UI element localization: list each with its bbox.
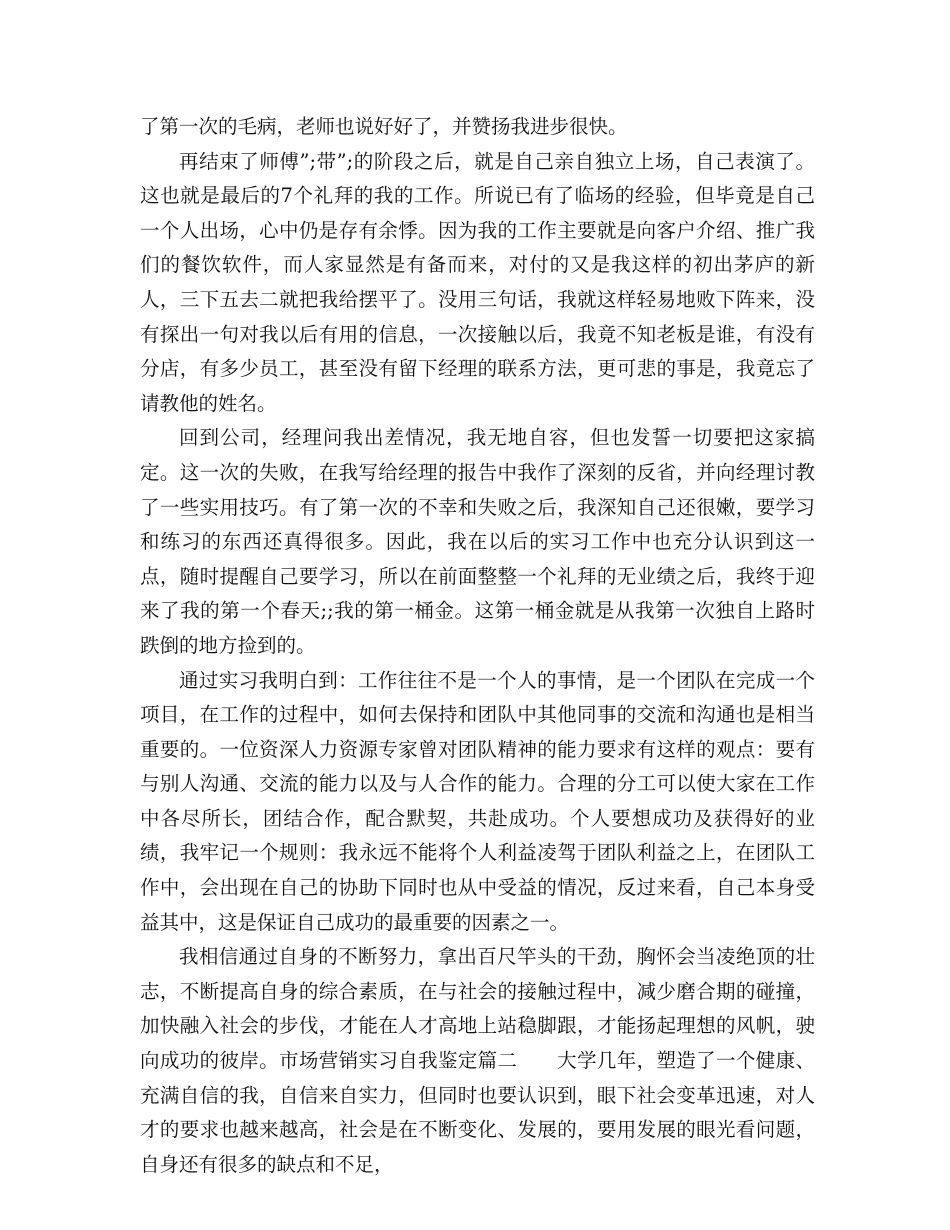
paragraph-teamwork: 通过实习我明白到：工作往往不是一个人的事情，是一个团队在完成一个项目，在工作的过程中，如何去保持和团队中其他同事的交流和沟通也是相当重要的。一位资深人力资源专家曾对团队精神的能力要求有这样的观点：要有与别人沟通、交流的能力以及与人合作的能力。合理的分工可以使大家在工作中各尽所长，团结合作，配合默契，共赴成功。个人要想成功及获得好的业绩，我牢记一个规则：我永远不能将个人利益凌驾于团队利益之上，在团队工作中，会出现在自己的协助下同时也从中受益的情况，反过来看，自己本身受益其中，这是保证自己成功的最重要的因素之一。 — [140, 668, 815, 934]
paragraph-solo-work: 再结束了师傅”;带”;的阶段之后，就是自己亲自独立上场，自己表演了。这也就是最后的7个礼拜的我的工作。所说已有了临场的经验，但毕竟是自己一个人出场，心中仍是存有余悸。因为我的工作主要就是向客户介绍、推广我们的餐饮软件，而人家显然是有备而来，对付的又是我这样的初出茅庐的新人，三下五去二就把我给摆平了。没用三句话，我就这样轻易地败下阵来，没有探出一句对我以后有用的信息，一次接触以后，我竟不知老板是谁，有没有分店，有多少员工，甚至没有留下经理的联系方法，更可悲的事是，我竟忘了请教他的姓名。 — [140, 149, 815, 415]
document-body — [140, 110, 815, 1182]
paragraph-continuation: 了第一次的毛病，老师也说好好了，并赞扬我进步很快。 — [140, 115, 628, 138]
paragraph-conclusion: 我相信通过自身的不断努力，拿出百尺竿头的干劲，胸怀会当凌绝顶的壮志，不断提高自身的综合素质，在与社会的接触过程中，减少磨合期的碰撞，加快融入社会的步伐，才能在人才高地上站稳脚跟，才能扬起理想的风帆，驶向成功的彼岸。市场营销实习自我鉴定篇二 大学几年，塑造了一个健康、充满自信的我，自信来自实力，但同时也要认识到，眼下社会变革迅速，对人才的要求也越来越高，社会是在不断变化、发展的，要用发展的眼光看问题，自身还有很多的缺点和不足， — [140, 945, 815, 1176]
paragraph-return-to-company: 回到公司，经理问我出差情况，我无地自容，但也发誓一切要把这家搞定。这一次的失败，在我写给经理的报告中我作了深刻的反省，并向经理讨教了一些实用技巧。有了第一次的不幸和失败之后，我深知自己还很嫩，要学习和练习的东西还真得很多。因此，我在以后的实习工作中也充分认识到这一点，随时提醒自己要学习，所以在前面整整一个礼拜的无业绩之后，我终于迎来了我的第一个春天;;我的第一桶金。这第一桶金就是从我第一次独自上路时跌倒的地方捡到的。 — [140, 426, 815, 657]
